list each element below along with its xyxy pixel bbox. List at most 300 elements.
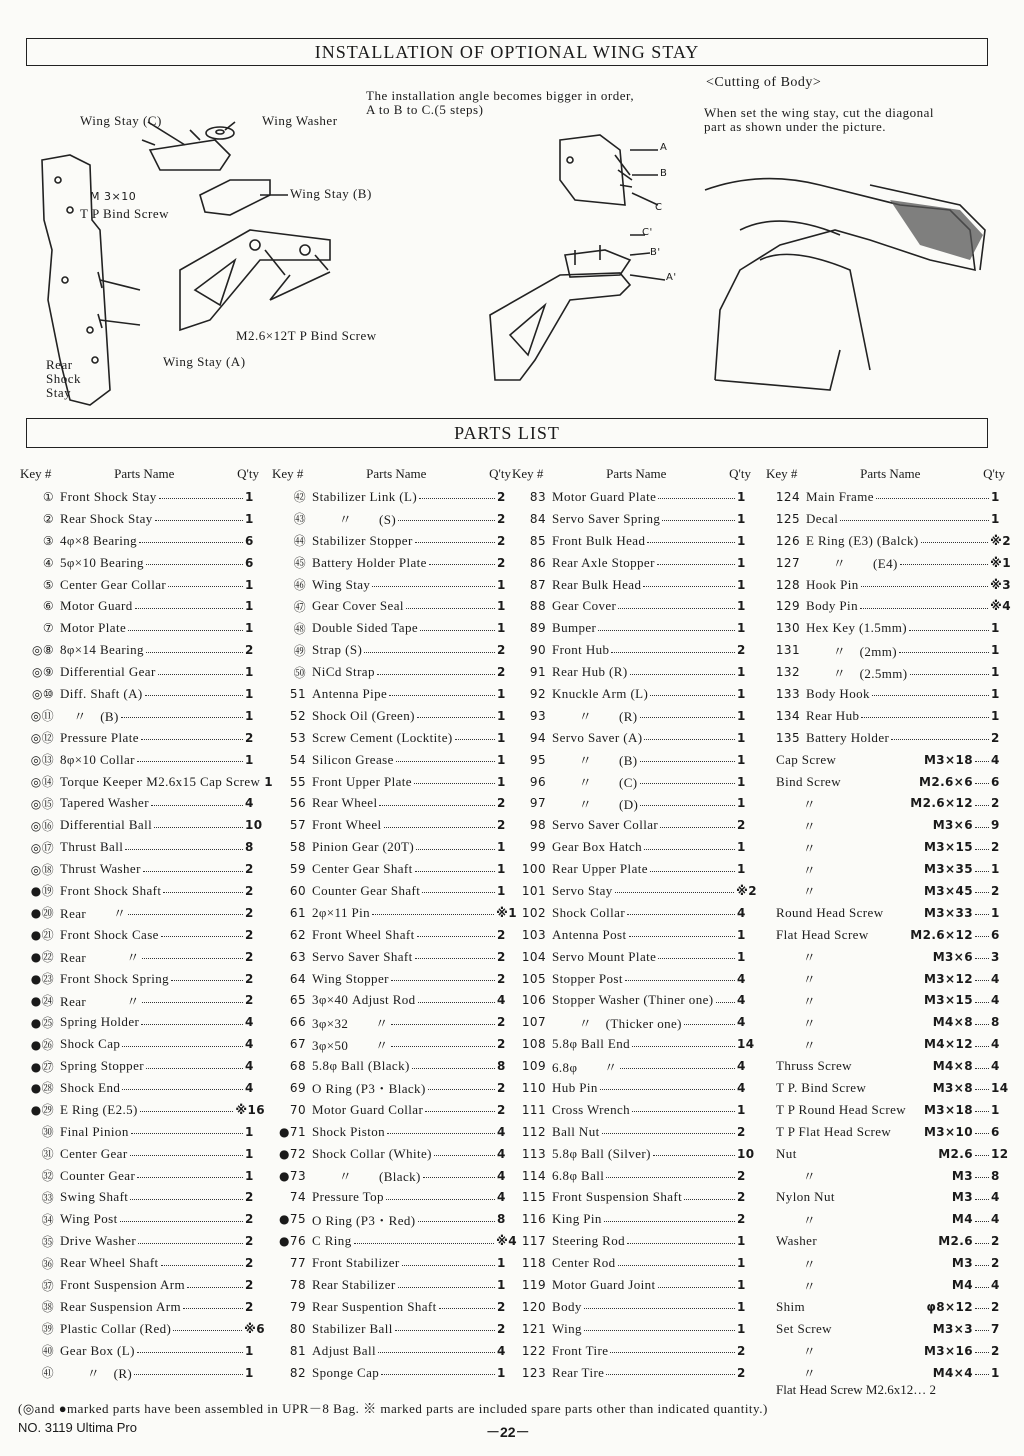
parts-row (512, 1055, 757, 1077)
parts-row (512, 727, 757, 749)
part-key: 125 (775, 511, 800, 526)
part-name: Final Pinion (60, 1123, 129, 1139)
dot-leader (428, 1089, 495, 1090)
part-name: Rear Wheel (312, 795, 378, 811)
part-key: 108 (521, 1037, 546, 1052)
part-qty: 1 (991, 511, 1000, 526)
part-qty: 8 (245, 840, 254, 855)
parts-row (512, 595, 757, 617)
part-name: 8φ×10 Collar (60, 751, 135, 767)
parts-row (20, 814, 265, 836)
dot-leader (417, 717, 495, 718)
dot-leader (684, 1199, 735, 1200)
part-qty: 2 (497, 1037, 506, 1052)
part-key: 84 (529, 511, 546, 526)
part-key: 52 (289, 708, 306, 723)
parts-row (512, 639, 757, 661)
part-name: Pressure Top (312, 1189, 384, 1205)
parts-row (272, 1033, 517, 1055)
parts-row (766, 595, 1011, 617)
part-size: M3×12 (923, 971, 973, 986)
part-qty: 2 (737, 1212, 746, 1227)
part-name: 4φ×8 Bearing (60, 532, 138, 548)
part-qty: 2 (991, 1256, 1000, 1271)
part-name: Servo Mount Plate (552, 948, 657, 964)
part-name: 〃 (776, 1278, 817, 1294)
dot-leader (173, 1330, 242, 1331)
part-qty: 2 (245, 971, 254, 986)
parts-row (20, 1318, 265, 1340)
part-key: ●㉓ (30, 972, 54, 987)
part-key: 128 (775, 577, 800, 592)
part-qty: 1 (264, 774, 274, 789)
part-key: ●㉒ (30, 950, 54, 965)
part-name: Adjust Ball (312, 1342, 376, 1358)
part-name: 〃 (R) (60, 1366, 133, 1382)
dot-leader (584, 1308, 735, 1309)
parts-row (20, 1165, 265, 1187)
part-name: E Ring (E3) (Balck) (806, 532, 919, 548)
parts-row (272, 617, 517, 639)
parts-row (20, 1187, 265, 1209)
parts-row (272, 639, 517, 661)
parts-row (512, 552, 757, 574)
part-qty: 2 (245, 883, 254, 898)
part-qty: 2 (737, 1365, 746, 1380)
dot-leader (610, 1352, 735, 1353)
part-key: 95 (529, 752, 546, 767)
part-size: M3×6 (932, 949, 973, 964)
part-qty: 14 (991, 1080, 1009, 1095)
part-name: Gear Box Hatch (552, 839, 643, 855)
part-name: Antenna Post (552, 926, 627, 942)
parts-row (272, 989, 517, 1011)
label-b: B (660, 168, 668, 179)
dot-leader (183, 1308, 243, 1309)
part-name: Center Gear Collar (60, 576, 167, 592)
dot-leader (606, 1177, 735, 1178)
dot-leader (975, 1002, 989, 1003)
part-name: Gear Cover (552, 598, 617, 614)
part-name: 3φ×50 〃 (312, 1037, 389, 1053)
parts-row (20, 1121, 265, 1143)
parts-row (512, 1187, 757, 1209)
part-qty: 4 (497, 1146, 506, 1161)
dot-leader (419, 498, 495, 499)
parts-row (20, 1208, 265, 1230)
part-key: ◎⑱ (30, 862, 54, 877)
part-key: ㊱ (41, 1256, 54, 1271)
part-key: ㊿ (293, 665, 306, 680)
parts-row (272, 595, 517, 617)
part-qty: 4 (991, 1212, 1000, 1227)
part-size: M3 (951, 1190, 973, 1205)
parts-row (272, 902, 517, 924)
dot-leader (872, 695, 989, 696)
part-qty: 9 (991, 818, 1000, 833)
dot-leader (840, 520, 989, 521)
dot-leader (640, 717, 735, 718)
parts-row (272, 771, 517, 793)
part-name: 2φ×11 Pin (312, 904, 371, 920)
label-a: A (660, 142, 668, 153)
part-name: 3φ×32 〃 (312, 1015, 389, 1031)
dot-leader (122, 1089, 243, 1090)
part-name: Nylon Nut (776, 1189, 835, 1205)
part-qty: 1 (497, 686, 506, 701)
part-name: 〃 (Thicker one) (552, 1015, 682, 1031)
part-name: Stopper Post (552, 970, 623, 986)
part-name: Shock Piston (312, 1123, 386, 1139)
part-name: Motor Guard Collar (312, 1101, 424, 1117)
parts-row (766, 705, 1011, 727)
part-name: C Ring (312, 1233, 352, 1249)
parts-row (20, 924, 265, 946)
part-size: M2.6 (938, 1146, 973, 1161)
parts-header-qty: Q'ty (489, 466, 511, 481)
part-key: 131 (775, 643, 800, 658)
part-key: 98 (529, 818, 546, 833)
parts-row (20, 552, 265, 574)
part-qty: 1 (991, 905, 1000, 920)
part-qty: 1 (737, 599, 746, 614)
parts-row (766, 530, 1011, 552)
dot-leader (627, 914, 735, 915)
part-key: 135 (775, 730, 800, 745)
part-qty: 1 (737, 533, 746, 548)
part-name: Rear Suspension Arm (60, 1298, 181, 1314)
part-name: Set Screw (776, 1320, 832, 1336)
part-key: ⑥ (42, 599, 54, 614)
parts-row (766, 1187, 1011, 1209)
part-name: Pressure Plate (60, 729, 139, 745)
dot-leader (975, 761, 989, 762)
parts-header-name: Parts Name (860, 466, 921, 481)
part-qty: 1 (497, 1278, 506, 1292)
part-qty: 1 (991, 1102, 1000, 1117)
part-qty: ※2 (736, 883, 757, 898)
parts-row (512, 814, 757, 836)
parts-row (512, 1318, 757, 1340)
dot-leader (650, 871, 735, 872)
parts-row (272, 792, 517, 814)
part-qty: 1 (497, 1256, 506, 1271)
part-key: 134 (775, 708, 800, 723)
angle-note: The installation angle becomes bigger in order, A to B to C.(5 steps) (366, 88, 635, 117)
dot-leader (159, 498, 243, 499)
part-qty: 2 (245, 1212, 254, 1227)
part-name: 〃 (B) (552, 753, 638, 769)
part-qty: 4 (737, 971, 746, 986)
part-key: 66 (289, 1015, 306, 1030)
part-qty: 4 (991, 1037, 1000, 1052)
part-name: 〃 (776, 1169, 817, 1185)
dot-leader (391, 1024, 495, 1025)
part-qty: 1 (737, 862, 746, 877)
parts-row (512, 880, 757, 902)
part-qty: 1 (245, 621, 254, 636)
part-qty: 8 (991, 1015, 1000, 1030)
part-key: 130 (775, 621, 800, 636)
dot-leader (134, 1374, 243, 1375)
part-name: Front Shock Case (60, 926, 159, 942)
part-key: 133 (775, 686, 800, 701)
dot-leader (975, 1024, 989, 1025)
part-qty: 2 (497, 533, 506, 548)
dot-leader (975, 805, 989, 806)
parts-row (766, 814, 1011, 836)
parts-row (766, 924, 1011, 946)
part-qty: 1 (737, 949, 746, 964)
part-qty: 1 (737, 1234, 746, 1249)
part-key: 79 (289, 1299, 306, 1314)
parts-row (272, 836, 517, 858)
part-qty: 2 (497, 1299, 506, 1314)
part-name: Body Hook (806, 685, 870, 701)
parts-row (272, 1055, 517, 1077)
part-qty: 1 (497, 577, 506, 592)
label-c: C (655, 202, 663, 213)
part-qty: 4 (991, 1278, 1000, 1292)
part-name: 〃 (776, 1344, 817, 1360)
part-qty: 4 (991, 1059, 1000, 1074)
parts-row (512, 1252, 757, 1274)
parts-header-key: Key # (272, 466, 304, 481)
part-qty: 1 (497, 840, 506, 855)
part-qty: 1 (991, 708, 1000, 723)
dot-leader (620, 1068, 735, 1069)
part-qty: 6 (991, 927, 1000, 942)
part-qty: 2 (497, 927, 506, 942)
parts-column-3 (512, 466, 757, 1384)
part-qty: 1 (991, 643, 1000, 658)
dot-leader (615, 892, 734, 893)
dot-leader (439, 1308, 495, 1309)
parts-row (20, 727, 265, 749)
part-name: Thrust Washer (60, 861, 141, 877)
part-key: ●㉑ (30, 928, 54, 943)
part-key: 118 (521, 1256, 546, 1271)
part-qty: 2 (245, 1234, 254, 1249)
part-size: M2.6×12 (910, 927, 973, 942)
part-qty: 1 (737, 621, 746, 636)
part-qty: 2 (991, 1343, 1000, 1358)
parts-row (272, 705, 517, 727)
part-name: Drive Washer (60, 1233, 137, 1249)
parts-row (512, 617, 757, 639)
part-name: Battery Holder (806, 729, 890, 745)
dot-leader (406, 608, 495, 609)
part-key: ●㉕ (30, 1015, 54, 1030)
part-qty: 1 (737, 730, 746, 745)
part-qty: 4 (991, 993, 1000, 1008)
part-name: Front Tire (552, 1342, 609, 1358)
part-key: 82 (289, 1365, 306, 1380)
dot-leader (640, 761, 735, 762)
parts-row (766, 683, 1011, 705)
part-size: M3×3 (932, 1321, 973, 1336)
part-key: ② (42, 511, 54, 526)
part-qty: ※4 (990, 599, 1011, 614)
dot-leader (377, 674, 495, 675)
dot-leader (604, 1221, 735, 1222)
part-qty: 2 (497, 971, 506, 986)
parts-row (272, 814, 517, 836)
part-qty: 1 (245, 1124, 254, 1139)
part-name: Stopper Washer (Thiner one) (552, 992, 714, 1008)
parts-header-name: Parts Name (114, 466, 175, 481)
part-size: M3×35 (923, 862, 973, 877)
dot-leader (142, 958, 243, 959)
dot-leader (161, 936, 243, 937)
parts-row (512, 1077, 757, 1099)
parts-row (272, 749, 517, 771)
dot-leader (644, 849, 735, 850)
part-size: M3×45 (923, 883, 973, 898)
dot-leader (891, 739, 989, 740)
parts-row (20, 792, 265, 814)
parts-row (20, 1143, 265, 1165)
dot-leader (384, 827, 495, 828)
part-key: ◎⑧ (31, 643, 54, 658)
part-key: 99 (529, 840, 546, 855)
part-name: Motor Guard (60, 598, 133, 614)
part-qty: 1 (497, 862, 506, 877)
parts-row (512, 1296, 757, 1318)
part-name: 〃 (776, 862, 817, 878)
dot-leader (975, 936, 989, 937)
angle-adjust-diagram (480, 125, 690, 395)
dot-leader (630, 674, 735, 675)
part-qty: 2 (991, 796, 1000, 811)
part-qty: 2 (497, 1015, 506, 1030)
part-name: T P Flat Head Screw (776, 1123, 892, 1139)
part-qty: 1 (991, 621, 1000, 636)
part-key: ●75 (279, 1212, 306, 1227)
part-qty: 1 (245, 1365, 254, 1380)
part-key: ㊹ (293, 534, 306, 549)
parts-row (272, 1143, 517, 1165)
part-qty: 2 (245, 862, 254, 877)
dot-leader (921, 542, 989, 543)
parts-row (272, 1274, 517, 1296)
parts-row (512, 574, 757, 596)
dot-leader (861, 717, 989, 718)
part-key: 100 (521, 862, 546, 877)
part-name: Rear Axle Stopper (552, 554, 655, 570)
dot-leader (402, 1265, 495, 1266)
part-qty: 1 (737, 1299, 746, 1314)
parts-row (20, 1011, 265, 1033)
parts-row (20, 1230, 265, 1252)
part-qty: 4 (737, 1015, 746, 1030)
part-key: 123 (521, 1365, 546, 1380)
parts-row (272, 880, 517, 902)
parts-row (766, 1011, 1011, 1033)
part-key: 104 (521, 949, 546, 964)
dot-leader (146, 652, 243, 653)
part-name: Front Shock Spring (60, 970, 170, 986)
part-qty: 1 (737, 752, 746, 767)
dot-leader (860, 608, 988, 609)
dot-leader (909, 630, 989, 631)
part-key: 115 (521, 1190, 546, 1205)
part-key: ●㉔ (30, 993, 54, 1008)
dot-leader (975, 1177, 989, 1178)
part-name: Shock Collar (552, 904, 626, 920)
part-name: Rear Wheel Shaft (60, 1255, 159, 1271)
parts-row (766, 902, 1011, 924)
part-key: ① (42, 489, 54, 504)
part-key: 109 (521, 1059, 546, 1074)
part-key: 111 (521, 1102, 546, 1117)
part-key: ㉞ (41, 1212, 54, 1227)
parts-row (766, 968, 1011, 990)
dot-leader (372, 914, 494, 915)
part-name: Servo Saver Collar (552, 817, 659, 833)
parts-row (272, 574, 517, 596)
dot-leader (396, 761, 495, 762)
part-name: 〃 (Black) (312, 1169, 421, 1185)
part-key: 105 (521, 971, 546, 986)
part-name: Thruss Screw (776, 1058, 852, 1074)
parts-row (272, 1011, 517, 1033)
part-qty: 6 (245, 533, 254, 548)
parts-row (512, 1274, 757, 1296)
part-key: ㊳ (41, 1300, 54, 1315)
parts-row (272, 1296, 517, 1318)
parts-row (272, 1230, 517, 1252)
part-key: 110 (521, 1080, 546, 1095)
part-key: 116 (521, 1212, 546, 1227)
parts-row (766, 1143, 1011, 1165)
dot-leader (423, 1177, 495, 1178)
part-name: Counter Gear (60, 1167, 136, 1183)
part-qty: 2 (245, 1278, 254, 1292)
part-qty: 1 (737, 577, 746, 592)
dot-leader (158, 674, 243, 675)
part-qty: 2 (991, 730, 1000, 745)
part-key: 81 (289, 1343, 306, 1358)
part-qty: 4 (737, 1059, 746, 1074)
part-key: ③ (42, 533, 54, 548)
dot-leader (418, 1002, 495, 1003)
dot-leader (899, 652, 989, 653)
part-qty: 2 (737, 1190, 746, 1205)
parts-row (272, 661, 517, 683)
part-qty: 2 (245, 993, 254, 1008)
part-name: Stabilizer Stopper (312, 532, 413, 548)
parts-row (20, 989, 265, 1011)
part-key: 87 (529, 577, 546, 592)
parts-row (512, 486, 757, 508)
part-key: 112 (521, 1124, 546, 1139)
part-key: ④ (42, 555, 54, 570)
dot-leader (606, 1374, 735, 1375)
part-name: Rear 〃 (60, 906, 127, 922)
part-qty: 10 (737, 1146, 755, 1161)
parts-row (272, 1340, 517, 1362)
dot-leader (137, 761, 243, 762)
dot-leader (975, 958, 989, 959)
part-qty: 2 (245, 905, 254, 920)
part-name: 〃 (776, 1256, 817, 1272)
part-key: ◎⑬ (30, 753, 54, 768)
part-key: ◎⑩ (31, 686, 54, 701)
part-size: M3 (951, 1168, 973, 1183)
parts-row (20, 683, 265, 705)
part-qty: 2 (497, 1102, 506, 1117)
